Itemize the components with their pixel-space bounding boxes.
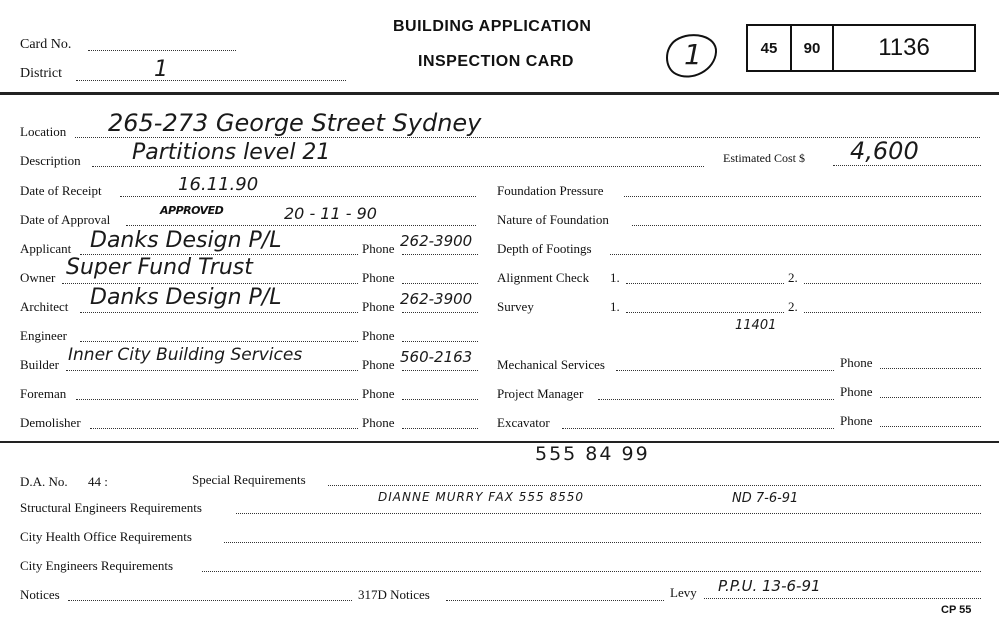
structural-note2: ND 7-6-91 (732, 491, 799, 506)
mechanical-label: Mechanical Services (497, 357, 605, 372)
survey-n2: 2. (788, 299, 798, 314)
builder-field[interactable] (66, 370, 358, 371)
architect-phone-field[interactable] (402, 312, 478, 313)
engineer-field[interactable] (80, 341, 358, 342)
estimated-cost-label: Estimated Cost $ (723, 151, 805, 165)
levy-value: P.P.U. 13-6-91 (718, 577, 821, 595)
approved-stamp: APPROVED (160, 204, 224, 217)
code-box (746, 24, 976, 72)
code-cell-2: 90 (792, 26, 834, 70)
title-line2: INSPECTION CARD (418, 53, 574, 70)
alignment-field-2[interactable] (804, 283, 981, 284)
notices-317d-field[interactable] (446, 600, 664, 601)
date-approval-label: Date of Approval (20, 212, 111, 227)
city-engineers-field[interactable] (202, 571, 981, 572)
applicant-label: Applicant (20, 241, 72, 256)
architect-phone-label: Phone (362, 299, 395, 314)
builder-phone-field[interactable] (402, 370, 478, 371)
description-field[interactable] (92, 166, 704, 167)
foreman-field[interactable] (76, 399, 358, 400)
district-field[interactable] (76, 80, 346, 81)
estimated-cost-field[interactable] (833, 165, 981, 166)
owner-value: Super Fund Trust (66, 255, 253, 280)
owner-phone-field[interactable] (402, 283, 478, 284)
architect-value: Danks Design P/L (90, 285, 282, 310)
applicant-phone-field[interactable] (402, 254, 478, 255)
district-label: District (20, 66, 62, 81)
estimated-cost-value: 4,600 (850, 137, 919, 165)
alignment-check-label: Alignment Check (497, 270, 590, 285)
foundation-pressure-field[interactable] (624, 196, 981, 197)
owner-phone-label: Phone (362, 270, 395, 285)
special-note: 555 84 99 (535, 443, 650, 465)
alignment-n2: 2. (788, 270, 798, 285)
depth-footings-label: Depth of Footings (497, 241, 592, 256)
demolisher-field[interactable] (90, 428, 358, 429)
description-label: Description (20, 153, 81, 168)
excavator-field[interactable] (562, 428, 834, 429)
applicant-phone: 262-3900 (400, 232, 473, 250)
da-no-label: D.A. No. (20, 474, 68, 489)
excavator-phone-field[interactable] (880, 426, 981, 427)
project-manager-label: Project Manager (497, 386, 584, 401)
footer-code: CP 55 (941, 604, 972, 616)
survey-field-1[interactable] (626, 312, 784, 313)
levy-label: Levy (670, 585, 697, 600)
date-approval-value: 20 - 11 - 90 (284, 204, 377, 223)
owner-field[interactable] (62, 283, 358, 284)
survey-label: Survey (497, 299, 534, 314)
applicant-phone-label: Phone (362, 241, 395, 256)
notices-field[interactable] (68, 600, 352, 601)
title-line1: BUILDING APPLICATION (393, 18, 592, 35)
survey-n1: 1. (610, 299, 620, 314)
demolisher-phone-field[interactable] (402, 428, 478, 429)
city-health-label: City Health Office Requirements (20, 529, 192, 544)
depth-footings-field[interactable] (610, 254, 981, 255)
card-no-field[interactable] (88, 50, 236, 51)
engineer-label: Engineer (20, 328, 67, 343)
excavator-label: Excavator (497, 415, 550, 430)
project-manager-field[interactable] (598, 399, 834, 400)
foundation-pressure-label: Foundation Pressure (497, 183, 604, 198)
date-receipt-field[interactable] (120, 196, 476, 197)
foreman-phone-field[interactable] (402, 399, 478, 400)
applicant-value: Danks Design P/L (90, 228, 282, 253)
demolisher-label: Demolisher (20, 415, 81, 430)
structural-field[interactable] (236, 513, 981, 514)
location-field[interactable] (75, 137, 980, 138)
alignment-n1: 1. (610, 270, 620, 285)
engineer-phone-label: Phone (362, 328, 395, 343)
date-approval-field[interactable] (126, 225, 476, 226)
levy-field[interactable] (704, 598, 981, 599)
description-value: Partitions level 21 (132, 140, 331, 165)
code-cell-3: 1136 (878, 34, 930, 61)
circled-value: 1 (684, 38, 702, 71)
location-value: 265-273 George Street Sydney (108, 109, 482, 137)
header-rule (0, 92, 999, 95)
circled-mark (662, 30, 722, 82)
special-label: Special Requirements (192, 472, 306, 487)
foreman-phone-label: Phone (362, 386, 395, 401)
da-no-value: 44 : (88, 474, 108, 489)
card-no-label: Card No. (20, 37, 72, 52)
demolisher-phone-label: Phone (362, 415, 395, 430)
mechanical-field[interactable] (616, 370, 834, 371)
builder-value: Inner City Building Services (68, 345, 303, 365)
alignment-field-1[interactable] (626, 283, 784, 284)
architect-field[interactable] (80, 312, 358, 313)
structural-note: DIANNE MURRY FAX 555 8550 (378, 490, 584, 504)
survey-field-2[interactable] (804, 312, 981, 313)
date-receipt-label: Date of Receipt (20, 183, 102, 198)
notices-label: Notices (20, 587, 60, 602)
builder-label: Builder (20, 357, 59, 372)
architect-phone: 262-3900 (400, 290, 473, 308)
builder-phone-label: Phone (362, 357, 395, 372)
survey-note: 11401 (735, 318, 777, 333)
code-cell-1: 45 (748, 26, 792, 70)
project-manager-phone-label: Phone (840, 384, 873, 399)
architect-label: Architect (20, 299, 69, 314)
section-rule (0, 441, 999, 443)
city-engineers-label: City Engineers Requirements (20, 558, 174, 573)
structural-label: Structural Engineers Requirements (20, 500, 202, 515)
city-health-field[interactable] (224, 542, 981, 543)
excavator-phone-label: Phone (840, 413, 873, 428)
builder-phone: 560-2163 (400, 348, 473, 366)
engineer-phone-field[interactable] (402, 341, 478, 342)
district-value: 1 (154, 57, 168, 82)
project-manager-phone-field[interactable] (880, 397, 981, 398)
mechanical-phone-field[interactable] (880, 368, 981, 369)
mechanical-phone-label: Phone (840, 355, 873, 370)
foreman-label: Foreman (20, 386, 67, 401)
nature-foundation-field[interactable] (632, 225, 981, 226)
owner-label: Owner (20, 270, 56, 285)
special-field[interactable] (328, 485, 981, 486)
location-label: Location (20, 124, 67, 139)
nature-foundation-label: Nature of Foundation (497, 212, 609, 227)
notices-317d-label: 317D Notices (358, 587, 430, 602)
date-receipt-value: 16.11.90 (178, 174, 259, 195)
